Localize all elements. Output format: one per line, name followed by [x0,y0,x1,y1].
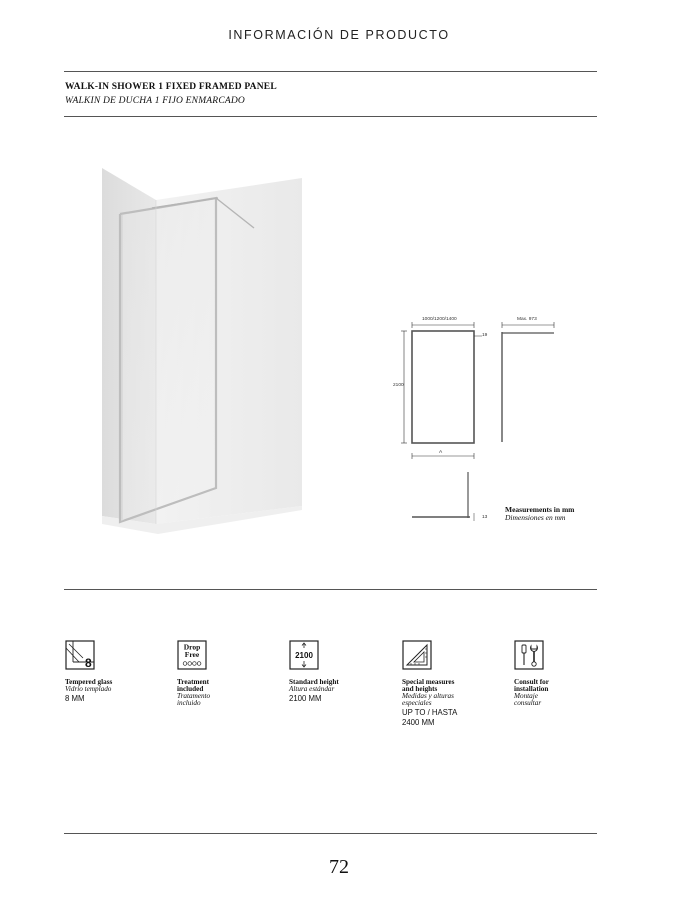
technical-drawing [378,312,578,527]
feature-sublabel: Tratamento incluido [177,692,211,707]
width-dimension-label: 1000/1200/1400 [422,317,457,322]
page-header-title: INFORMACIÓN DE PRODUCTO [228,28,450,42]
measurements-title: Measurements in mm [505,505,575,514]
feature-special-measures [402,640,494,727]
divider-title [64,116,597,117]
feature-label: Standard height [289,678,339,686]
feature-sublabel: Vidrio templado [65,685,112,693]
product-title: WALK-IN SHOWER 1 FIXED FRAMED PANEL [65,82,277,92]
a-dimension-label: A [439,450,443,455]
feature-sublabel: Altura estándar [289,685,335,693]
drop-free-icon [177,640,207,670]
feature-sublabel: Medidas y alturas especiales [402,692,454,707]
divider-middle [64,589,597,590]
bottom-dimension-label: 13 [482,515,488,520]
page-number: 72 [329,856,349,878]
tools-icon [514,640,544,670]
svg-text:Free: Free [184,650,200,659]
svg-text:Drop: Drop [183,642,201,652]
svg-text:2100: 2100 [295,651,313,660]
tempered-glass-icon [65,640,95,670]
product-subtitle: WALKIN DE DUCHA 1 FIJO ENMARCADO [65,96,245,106]
feature-label: Consult for installation [514,678,549,693]
feature-treatment [177,640,269,707]
feature-tempered-glass [65,640,157,704]
shower-panel-photo [98,158,310,534]
feature-sublabel: Montaje consultar [514,692,542,707]
feature-label: Special measures and heights [402,678,455,693]
frame-dimension-label: 19 [482,333,488,338]
feature-label: Tempered glass [65,678,113,686]
measurements-note [505,506,574,522]
feature-value: UP TO / HASTA 2400 MM [402,708,458,727]
feature-standard-height [289,640,381,704]
max-dimension-label: Max. 973 [517,317,537,322]
svg-text:8: 8 [85,656,92,670]
divider-bottom [64,833,597,834]
feature-value: 8 MM [65,694,85,703]
feature-label: Treatment included [177,678,210,693]
divider-top [64,71,597,72]
feature-installation [514,640,606,707]
special-measures-icon [402,640,432,670]
height-dimension-label: 2100 [393,383,404,388]
feature-value: 2100 MM [289,694,322,703]
standard-height-icon [289,640,319,670]
measurements-subtitle: Dimensiones en mm [505,513,566,522]
